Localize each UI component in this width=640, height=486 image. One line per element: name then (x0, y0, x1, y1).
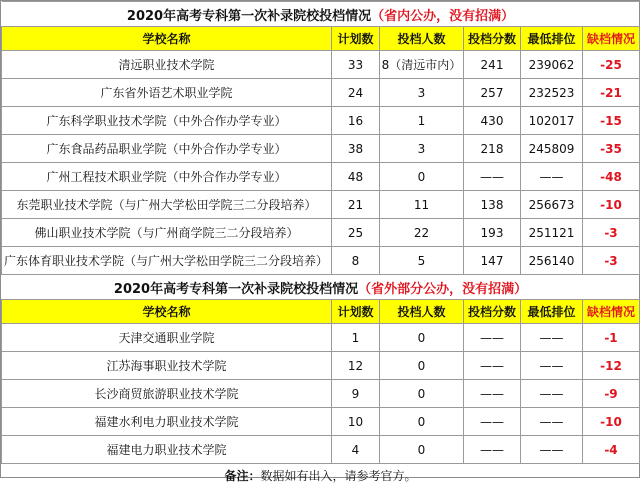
plan-cell: 8 (332, 247, 380, 275)
shortfall-cell: -48 (583, 163, 640, 191)
shortfall-cell: -10 (583, 408, 640, 436)
plan-cell: 48 (332, 163, 380, 191)
plan-cell: 33 (332, 51, 380, 79)
rank-cell: 245809 (521, 135, 583, 163)
table-row (2, 191, 640, 219)
shortfall-cell: -4 (583, 436, 640, 464)
school-name-cell: 东莞职业技术学院（与广州大学松田学院三二分段培养） (2, 191, 332, 219)
score-cell: —— (464, 408, 521, 436)
admitted-cell: 8（清远市内） (380, 51, 464, 79)
score-cell: 193 (464, 219, 521, 247)
note-row (2, 464, 640, 486)
plan-cell: 10 (332, 408, 380, 436)
score-cell: 241 (464, 51, 521, 79)
table-row (2, 380, 640, 408)
header-admitted: 投档人数 (380, 27, 464, 51)
school-name-cell: 广州工程技术职业学院（中外合作办学专业） (2, 163, 332, 191)
shortfall-cell: -3 (583, 219, 640, 247)
note (2, 464, 640, 486)
admitted-cell: 0 (380, 324, 464, 352)
plan-cell: 38 (332, 135, 380, 163)
rank-cell: 256140 (521, 247, 583, 275)
plan-cell: 12 (332, 352, 380, 380)
school-name-cell: 天津交通职业学院 (2, 324, 332, 352)
header-plan: 计划数 (332, 300, 380, 324)
table-row (2, 51, 640, 79)
school-name-cell: 广东食品药品职业学院（中外合作办学专业） (2, 135, 332, 163)
score-cell: —— (464, 324, 521, 352)
shortfall-cell: -3 (583, 247, 640, 275)
section1-header-row (2, 27, 640, 51)
school-name-cell: 广东省外语艺术职业学院 (2, 79, 332, 107)
shortfall-cell: -15 (583, 107, 640, 135)
header-score: 投档分数 (464, 27, 521, 51)
score-cell: 257 (464, 79, 521, 107)
shortfall-cell: -10 (583, 191, 640, 219)
school-name-cell: 福建电力职业技术学院 (2, 436, 332, 464)
header-shortfall: 缺档情况 (583, 300, 640, 324)
school-name-cell: 清远职业技术学院 (2, 51, 332, 79)
score-cell: 430 (464, 107, 521, 135)
admitted-cell: 0 (380, 352, 464, 380)
rank-cell: —— (521, 324, 583, 352)
score-cell: 138 (464, 191, 521, 219)
table-row (2, 436, 640, 464)
score-cell: —— (464, 352, 521, 380)
section2-title-row (2, 275, 640, 300)
shortfall-cell: -25 (583, 51, 640, 79)
rank-cell: —— (521, 163, 583, 191)
table-row (2, 247, 640, 275)
rank-cell: 256673 (521, 191, 583, 219)
plan-cell: 1 (332, 324, 380, 352)
admitted-cell: 0 (380, 436, 464, 464)
table-row (2, 352, 640, 380)
score-cell: —— (464, 163, 521, 191)
table-row (2, 408, 640, 436)
score-cell: —— (464, 436, 521, 464)
rank-cell: 102017 (521, 107, 583, 135)
admitted-cell: 22 (380, 219, 464, 247)
school-name-cell: 广东科学职业技术学院（中外合作办学专业） (2, 107, 332, 135)
rank-cell: 239062 (521, 51, 583, 79)
score-cell: 218 (464, 135, 521, 163)
section2-title: 2020年高考专科第一次补录院校投档情况（省外部分公办，没有招满） (2, 275, 640, 300)
score-cell: 147 (464, 247, 521, 275)
admitted-cell: 0 (380, 380, 464, 408)
header-rank: 最低排位 (521, 27, 583, 51)
plan-cell: 21 (332, 191, 380, 219)
plan-cell: 25 (332, 219, 380, 247)
header-plan: 计划数 (332, 27, 380, 51)
plan-cell: 9 (332, 380, 380, 408)
admitted-cell: 1 (380, 107, 464, 135)
shortfall-cell: -21 (583, 79, 640, 107)
admitted-cell: 0 (380, 408, 464, 436)
section1-title-row (2, 2, 640, 27)
shortfall-cell: -9 (583, 380, 640, 408)
table-row (2, 219, 640, 247)
rank-cell: 232523 (521, 79, 583, 107)
header-score: 投档分数 (464, 300, 521, 324)
note-text: 数据如有出入，请参考官方。 (261, 469, 417, 483)
school-name-cell: 福建水利电力职业技术学院 (2, 408, 332, 436)
section1-title: 2020年高考专科第一次补录院校投档情况（省内公办，没有招满） (2, 2, 640, 27)
school-name-cell: 广东体育职业技术学院（与广州大学松田学院三二分段培养） (2, 247, 332, 275)
table-row (2, 79, 640, 107)
rank-cell: —— (521, 408, 583, 436)
admitted-cell: 5 (380, 247, 464, 275)
school-name-cell: 佛山职业技术学院（与广州商学院三二分段培养） (2, 219, 332, 247)
note-label: 备注： (224, 469, 260, 483)
header-rank: 最低排位 (521, 300, 583, 324)
score-cell: —— (464, 380, 521, 408)
admitted-cell: 11 (380, 191, 464, 219)
plan-cell: 4 (332, 436, 380, 464)
rank-cell: 251121 (521, 219, 583, 247)
table-row (2, 107, 640, 135)
table-row (2, 324, 640, 352)
header-school-name: 学校名称 (2, 27, 332, 51)
rank-cell: —— (521, 436, 583, 464)
table-row (2, 135, 640, 163)
admitted-cell: 0 (380, 163, 464, 191)
header-shortfall: 缺档情况 (583, 27, 640, 51)
header-admitted: 投档人数 (380, 300, 464, 324)
admitted-cell: 3 (380, 135, 464, 163)
section1-title-note: （省内公办，没有招满） (371, 9, 514, 24)
header-school-name: 学校名称 (2, 300, 332, 324)
table-row (2, 163, 640, 191)
school-name-cell: 长沙商贸旅游职业技术学院 (2, 380, 332, 408)
shortfall-cell: -12 (583, 352, 640, 380)
section2-header-row (2, 300, 640, 324)
admission-table (1, 1, 640, 486)
admitted-cell: 3 (380, 79, 464, 107)
rank-cell: —— (521, 352, 583, 380)
shortfall-cell: -1 (583, 324, 640, 352)
school-name-cell: 江苏海事职业技术学院 (2, 352, 332, 380)
plan-cell: 24 (332, 79, 380, 107)
plan-cell: 16 (332, 107, 380, 135)
rank-cell: —— (521, 380, 583, 408)
shortfall-cell: -35 (583, 135, 640, 163)
section2-title-note: （省外部分公办，没有招满） (358, 282, 527, 297)
